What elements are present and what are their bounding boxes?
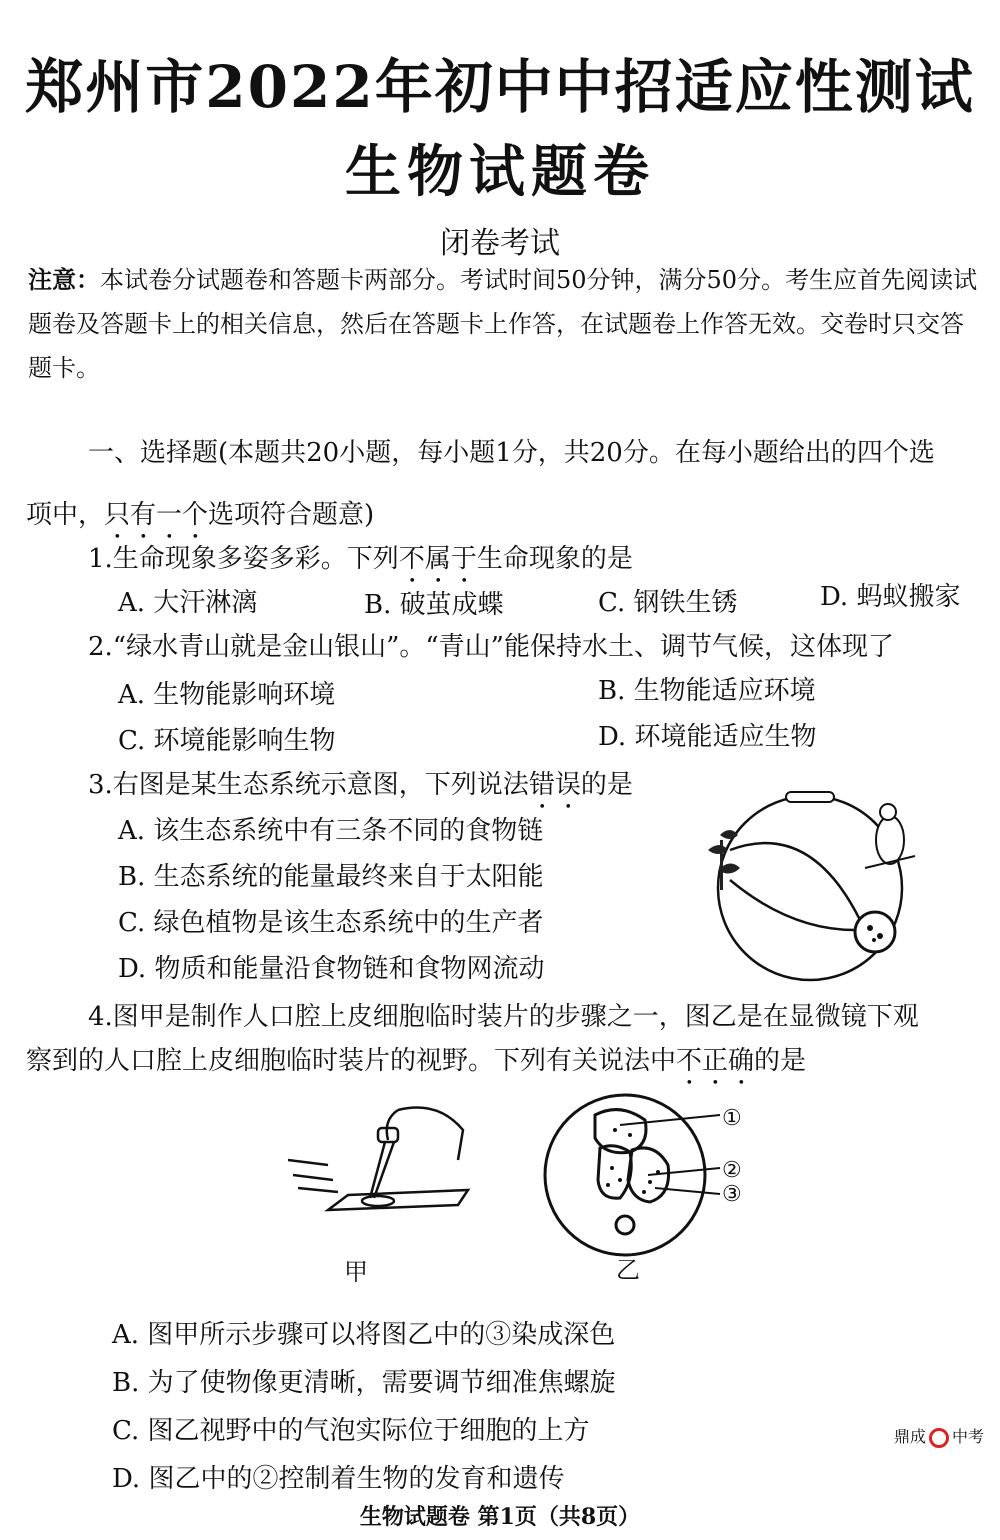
bird-icon [865, 804, 915, 868]
q3-option-d: D. 物质和能量沿食物链和食物网流动 [118, 954, 545, 984]
q1-option-b: B. 破茧成蝶 [364, 590, 504, 620]
section1-line2-pre: 项中， [26, 500, 105, 530]
q3-option-a: A. 该生态系统中有三条不同的食物链 [118, 816, 544, 846]
sub-title: 生物试题卷 [345, 139, 655, 205]
section1-line1: 一、选择题(本题共20小题，每小题1分，共20分。在每小题给出的四个选 [88, 438, 935, 468]
notice-label: 注意： [28, 265, 100, 294]
q2-option-d: D. 环境能适应生物 [598, 722, 817, 752]
watermark-brand-left: 鼎成 [893, 1427, 926, 1446]
section1-line2-emphasis: 只有一个 [104, 500, 209, 530]
q4-stem-line2-post: 的是 [754, 1046, 807, 1076]
q2-option-c: C. 环境能影响生物 [118, 726, 336, 756]
q2-stem: 2.“绿水青山就是金山银山”。“青山”能保持水土、调节气候，这体现了 [88, 632, 894, 662]
marker-2: ② [722, 1158, 742, 1183]
q3-option-c: C. 绿色植物是该生态系统中的生产者 [118, 908, 544, 938]
q4-option-b: B. 为了使物像更清晰，需要调节细准焦螺旋 [112, 1368, 616, 1398]
q3-stem-pre: 3.右图是某生态系统示意图，下列说法 [88, 770, 529, 800]
figure-b-label: 乙 [616, 1256, 640, 1284]
q3-option-b: B. 生态系统的能量最终来自于太阳能 [118, 862, 544, 892]
watermark-brand [894, 1424, 984, 1448]
q4-stem-line1: 4.图甲是制作人口腔上皮细胞临时装片的步骤之一，图乙是在显微镜下观 [88, 1002, 919, 1032]
target-icon [929, 1428, 949, 1448]
marker-1: ① [722, 1106, 742, 1131]
q1-option-c: C. 钢铁生锈 [598, 588, 738, 618]
notice-text: 本试卷分试题卷和答题卡两部分。考试时间50分钟，满分50分。考生应首先阅读试题卷及答题卡上的相关信息，然后在答题卡上作答，在试题卷上作答无效。交卷时只交答题卡。 [28, 266, 978, 382]
q1-stem-emphasis: 不属于 [398, 544, 477, 574]
q1-option-d: D. 蚂蚁搬家 [820, 582, 961, 612]
q1-stem-pre: 1.生命现象多姿多彩。下列 [88, 544, 399, 574]
q2-option-a: A. 生物能影响环境 [118, 680, 336, 710]
q4-stem-line2 [26, 1040, 806, 1091]
q1-option-a: A. 大汗淋漓 [118, 588, 258, 618]
q3-stem [88, 764, 633, 815]
page-footer: 生物试题卷 第1页（共8页） [359, 1504, 641, 1530]
figure-dropper-slide [288, 1100, 478, 1230]
q4-option-c: C. 图乙视野中的气泡实际位于细胞的上方 [112, 1416, 590, 1446]
plant-icon [708, 830, 740, 890]
caterpillar-icon [786, 792, 834, 802]
figure-a-label: 甲 [344, 1258, 368, 1286]
watermark-brand-right: 中考 [951, 1427, 984, 1446]
q3-stem-post: 的是 [580, 770, 633, 800]
q2-option-b: B. 生物能适应环境 [598, 676, 816, 706]
ecosystem-diagram [690, 790, 930, 990]
section1-line2-post: 选项符合题意) [208, 500, 375, 530]
exam-type: 闭卷考试 [440, 226, 560, 261]
q3-stem-emphasis: 错误 [528, 770, 581, 800]
main-title: 郑州市2022年初中中招适应性测试 [25, 53, 975, 121]
q4-stem-line2-pre: 察到的人口腔上皮细胞临时装片的视野。下列有关说法中 [26, 1046, 677, 1076]
q4-option-d: D. 图乙中的②控制着生物的发育和遗传 [112, 1464, 565, 1494]
q1-stem-post: 生命现象的是 [476, 544, 633, 574]
q4-stem-line2-emphasis: 不正确 [676, 1046, 755, 1076]
q4-option-a: A. 图甲所示步骤可以将图乙中的③染成深色 [112, 1320, 616, 1350]
marker-3: ③ [722, 1182, 742, 1207]
notice [28, 258, 978, 390]
microbe-icon [855, 912, 895, 952]
